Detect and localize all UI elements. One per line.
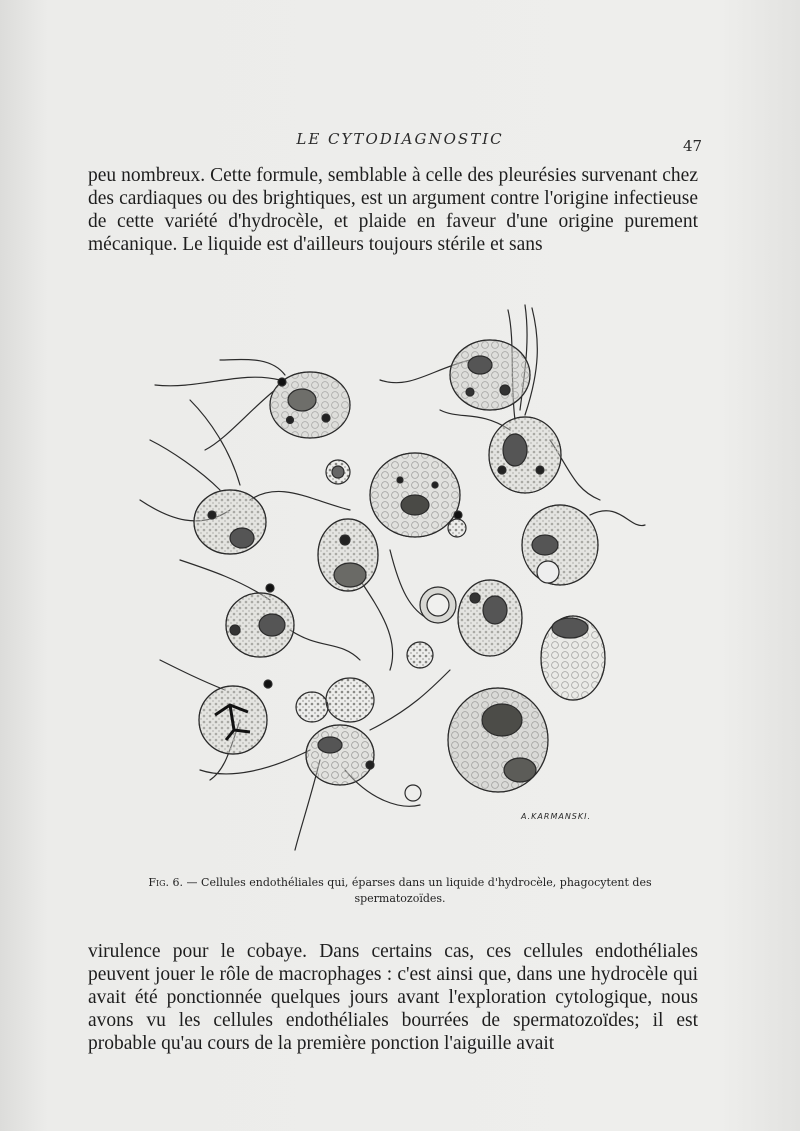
spermatozoon-tail bbox=[360, 580, 393, 670]
spermatozoon-tail bbox=[200, 750, 310, 774]
spermatozoon-tail bbox=[590, 511, 645, 526]
spermatozoon-tail bbox=[155, 377, 280, 386]
spermatozoon-tail bbox=[370, 670, 450, 730]
small-cell bbox=[420, 587, 456, 623]
spermatozoon-tail bbox=[290, 630, 360, 660]
endothelial-cell bbox=[448, 688, 548, 792]
endothelial-cell bbox=[226, 584, 294, 657]
spermatozoon-tail bbox=[160, 660, 225, 690]
spermatozoon-tail bbox=[190, 400, 240, 485]
endothelial-cell bbox=[522, 505, 598, 585]
small-cell bbox=[326, 460, 350, 484]
spermatozoon-tail bbox=[250, 491, 350, 510]
endothelial-cell bbox=[489, 417, 561, 493]
small-cell bbox=[448, 519, 466, 537]
illustrator-signature: A.KARMANSKI. bbox=[521, 812, 592, 821]
endothelial-cell bbox=[541, 616, 605, 700]
endothelial-cell bbox=[458, 580, 522, 656]
endothelial-cell bbox=[199, 680, 272, 754]
paragraph-top: peu nombreux. Cette formule, semblable à celle des pleurésies survenant chez des cardiaques ou des brightiques, est un argument contre l'origine infectieuse de cette variété d'hydrocèle, et plaide en faveur d'une origine purement mécanique. Le liquide est d'ailleurs toujours stérile et sans bbox=[88, 165, 698, 255]
paragraph-bottom: virulence pour le cobaye. Dans certains cas, ces cellules endothéliales peuvent jouer le rôle de macrophages : c'est ainsi que, dans une hydrocèle qui avait été ponctionnée quelques jours avant l'exploration cytologique, nous avons vu les cellules endothéliales bourrées de spermatozoïdes; il est probable qu'au cours de la première ponction l'aiguille avait bbox=[88, 941, 698, 1054]
endothelial-cell bbox=[194, 490, 266, 554]
small-cell bbox=[296, 692, 328, 722]
caption-label: Fig. 6. bbox=[148, 876, 184, 889]
page-number: 47 bbox=[683, 137, 703, 155]
spermatozoon-tail bbox=[205, 390, 275, 450]
figure-caption bbox=[120, 875, 680, 907]
running-title: LE CYTODIAGNOSTIC bbox=[296, 130, 504, 148]
spermatozoon-tail bbox=[440, 410, 510, 430]
endothelial-cell bbox=[270, 372, 350, 438]
endothelial-cell bbox=[318, 519, 378, 591]
spermatozoon-tail bbox=[220, 359, 285, 375]
endothelial-cell bbox=[306, 725, 374, 785]
endothelial-cell bbox=[450, 340, 530, 410]
endothelial-cell bbox=[326, 678, 374, 722]
caption-text: — Cellules endothéliales qui, éparses dans un liquide d'hydrocèle, phagocytent des spermatozoïdes. bbox=[186, 876, 652, 905]
small-cell bbox=[407, 642, 433, 668]
small-cell bbox=[405, 785, 421, 801]
figure-plate bbox=[130, 300, 650, 860]
